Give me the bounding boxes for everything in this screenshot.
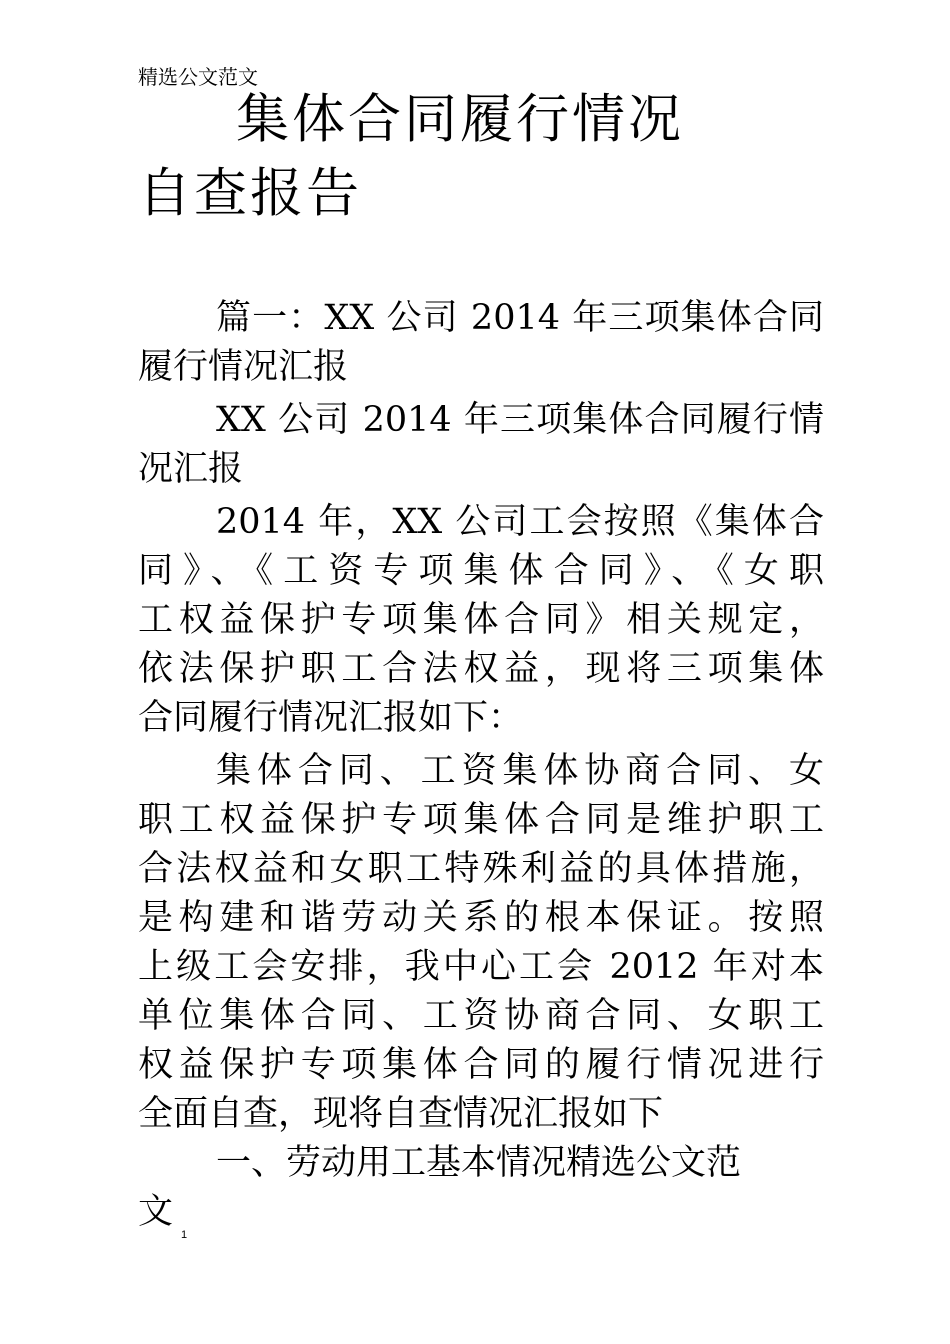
body-line: 同》、《工资专项集体合同》、《女职 xyxy=(138,551,824,591)
body-line: 合同履行情况汇报如下： xyxy=(138,698,524,738)
body-line: 文 xyxy=(138,1192,174,1232)
document-title-line-2: 自查报告 xyxy=(138,163,362,224)
body-line: 工权益保护专项集体合同》相关规定， xyxy=(138,600,824,640)
document-title-line-1: 集体合同履行情况 xyxy=(236,89,684,150)
body-line: 合法权益和女职工特殊利益的具体措施， xyxy=(138,849,824,889)
body-line: 一、劳动用工基本情况精选公文范 xyxy=(216,1143,742,1183)
body-line: 职工权益保护专项集体合同是维护职工 xyxy=(138,800,824,840)
body-line: 是构建和谐劳动关系的根本保证。按照 xyxy=(138,898,824,938)
body-line: 上级工会安排，我中心工会 2012 年对本 xyxy=(138,947,824,987)
body-line: 2014 年，XX 公司工会按照《集体合 xyxy=(216,502,824,542)
header-label: 精选公文范文 xyxy=(138,65,258,89)
body-line: 单位集体合同、工资协商合同、女职工 xyxy=(138,996,824,1036)
body-line: 履行情况汇报 xyxy=(138,347,349,387)
body-line: XX 公司 2014 年三项集体合同履行情 xyxy=(216,400,824,440)
body-line: 况汇报 xyxy=(138,449,244,489)
page-number: 1 xyxy=(181,1229,188,1241)
body-line: 篇一：XX 公司 2014 年三项集体合同 xyxy=(216,298,824,338)
body-line: 权益保护专项集体合同的履行情况进行 xyxy=(138,1045,824,1085)
body-line: 集体合同、工资集体协商合同、女 xyxy=(216,751,824,791)
body-line: 依法保护职工合法权益，现将三项集体 xyxy=(138,649,824,689)
body-line: 全面自查，现将自查情况汇报如下 xyxy=(138,1094,664,1134)
